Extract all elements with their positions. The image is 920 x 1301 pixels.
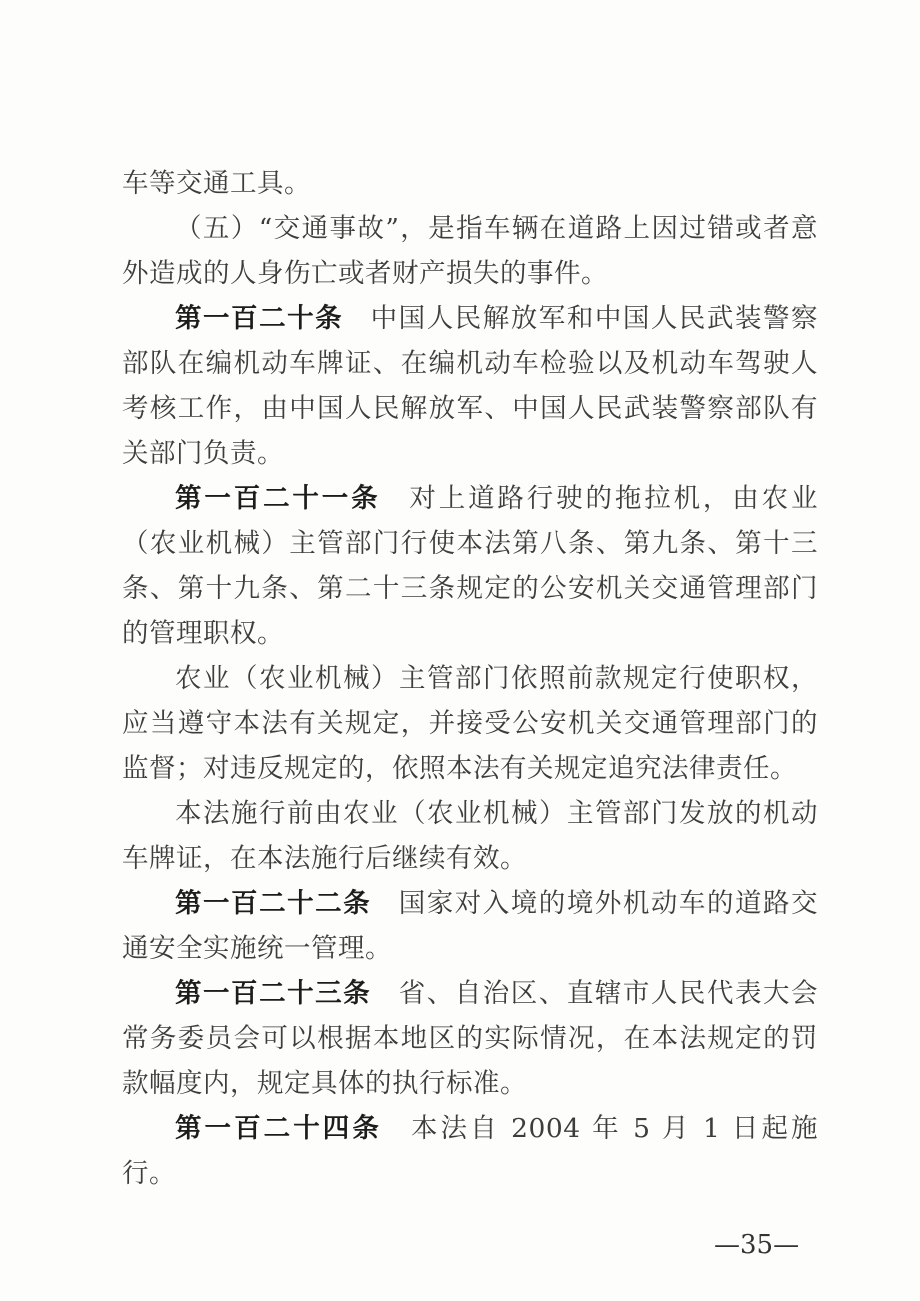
article-number: 第一百二十四条 (175, 1113, 382, 1144)
article-number: 第一百二十一条 (175, 483, 381, 514)
paragraph (122, 791, 818, 881)
paragraph-text: 本法自 2004 年 5 月 1 日起施行。 (122, 1113, 819, 1189)
paragraph-text: 农业（农业机械）主管部门依照前款规定行使职权，应当遵守本法有关规定，并接受公安机关交通管理部门的监督；对违反规定的，依照本法有关规定追究法律责任。 (122, 663, 818, 784)
page-number: —35— (714, 1230, 800, 1260)
paragraph (122, 161, 818, 206)
paragraph-text: 本法施行前由农业（农业机械）主管部门发放的机动车牌证，在本法施行后继续有效。 (122, 798, 818, 874)
paragraph-text: 国家对入境的境外机动车的道路交通安全实施统一管理。 (122, 888, 819, 964)
article-number: 第一百二十二条 (175, 888, 372, 919)
paragraph-text: 省、自治区、直辖市人民代表大会常务委员会可以根据本地区的实际情况，在本法规定的罚款幅度内，规定具体的执行标准。 (122, 978, 819, 1099)
paragraph (122, 656, 818, 791)
paragraph (122, 881, 818, 971)
paragraph (122, 206, 818, 296)
paragraph-text: 车等交通工具。 (122, 168, 311, 199)
paragraph (122, 476, 818, 656)
document-body (122, 161, 818, 1196)
paragraph-text: 中国人民解放军和中国人民武装警察部队在编机动车牌证、在编机动车检验以及机动车驾驶人考核工作，由中国人民解放军、中国人民武装警察部队有关部门负责。 (122, 303, 819, 469)
paragraph (122, 1106, 818, 1196)
article-number: 第一百二十三条 (175, 978, 372, 1009)
paragraph-text: 对上道路行驶的拖拉机，由农业（农业机械）主管部门行使本法第八条、第九条、第十三条、第十九条、第二十三条规定的公安机关交通管理部门的管理职权。 (122, 483, 818, 649)
paragraph (122, 296, 818, 476)
article-number: 第一百二十条 (175, 303, 344, 334)
paragraph (122, 971, 818, 1106)
paragraph-text: （五）“交通事故”，是指车辆在道路上因过错或者意外造成的人身伤亡或者财产损失的事件。 (122, 213, 818, 289)
